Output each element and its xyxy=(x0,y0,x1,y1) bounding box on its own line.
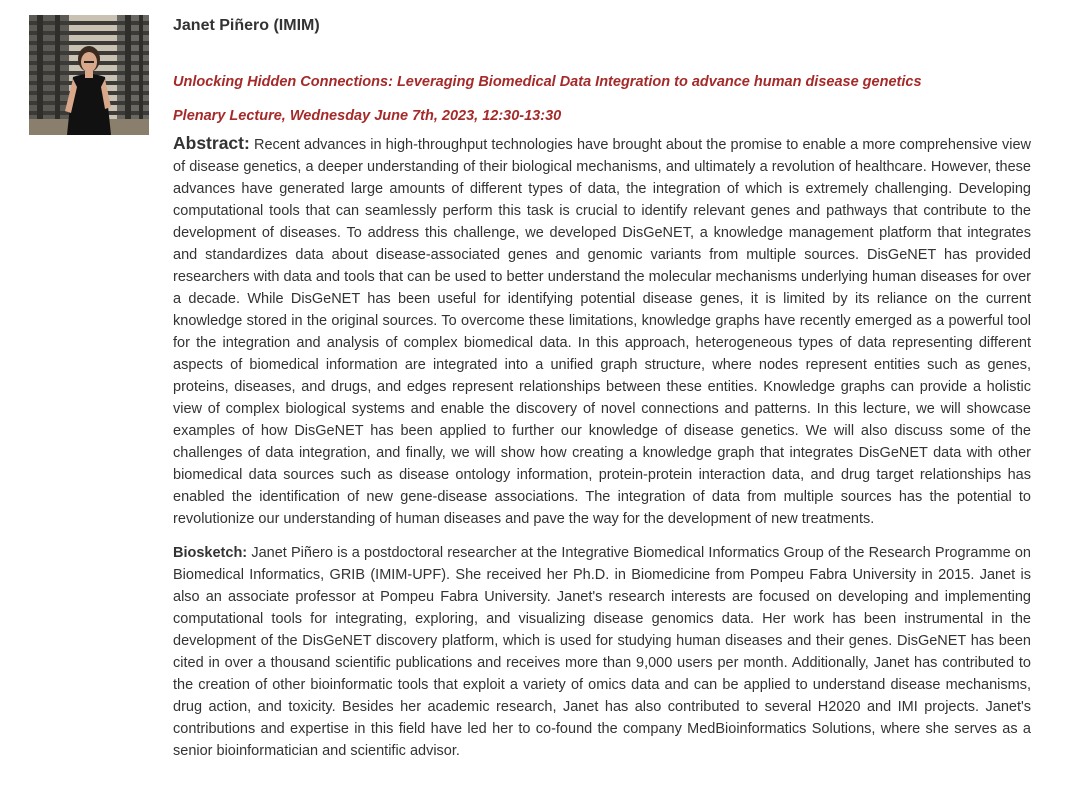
lecture-content xyxy=(173,15,1031,762)
speaker-photo xyxy=(29,15,149,135)
speaker-name: Janet Piñero (IMIM) xyxy=(173,17,320,34)
abstract-paragraph xyxy=(173,132,1031,530)
biosketch-label: Biosketch: xyxy=(173,545,248,561)
talk-session: Plenary Lecture, Wednesday June 7th, 2023, 12:30-13:30 xyxy=(173,108,562,124)
biosketch-text: Janet Piñero is a postdoctoral researcher at the Integrative Biomedical Informatics Group of the Research Programme on Biomedical Informatics, GRIB (IMIM-UPF). She received her Ph.D. in Biomedicine from Pompeu Fabra University in 2015. Janet is also an associate professor at Pompeu Fabra University. Janet's research interests are focused on developing and implementing computational tools for integrating, exploring, and visualizing disease genomics data. Her work has been instrumental in the development of the DisGeNET discovery platform, which is used for studying human diseases and their genes. DisGeNET has been cited in over a thousand scientific publications and receives more than 9,000 users per month. Additionally, Janet has contributed to the creation of other bioinformatic tools that exploit a variety of omics data and can be applied to understand disease mechanisms, drug action, and toxicity. Besides her academic research, Janet has also contributed to several H2020 and IMI projects. Janet's contributions and expertise in this field have led her to co-found the company MedBioinformatics Solutions, where she serves as a senior bioinformatician and scientific advisor. xyxy=(173,545,1031,759)
talk-title: Unlocking Hidden Connections: Leveraging Biomedical Data Integration to advance human disease genetics xyxy=(173,74,922,90)
abstract-label: Abstract: xyxy=(173,133,250,153)
biosketch-paragraph xyxy=(173,542,1031,762)
abstract-text: Recent advances in high-throughput technologies have brought about the promise to enable a more comprehensive view of disease genetics, a deeper understanding of their biological mechanisms, and ultimately a revolution of healthcare. However, these advances have generated large amounts of different types of data, the integration of which is extremely challenging. Developing computational tools that can seamlessly perform this task is crucial to identify relevant genes and pathways that contribute to the development of diseases. To address this challenge, we developed DisGeNET, a knowledge management platform that integrates and standardizes data about disease-associated genes and genomic variants from multiple sources. DisGeNET has provided researchers with data and tools that can be used to better understand the molecular mechanisms underlying human diseases for over a decade. While DisGeNET has been useful for identifying potential disease genes, it is limited by its reliance on the current knowledge stored in the original sources. To overcome these limitations, knowledge graphs have recently emerged as a powerful tool for the integration and analysis of complex biomedical data. In this approach, heterogeneous types of data representing different aspects of biomedical information are integrated into a unified graph structure, where nodes represent entities such as genes, proteins, diseases, and drugs, and edges represent relationships between these entities. Knowledge graphs can provide a holistic view of complex biological systems and enable the discovery of novel connections and patterns. In this lecture, we will showcase examples of how DisGeNET has been applied to further our knowledge of disease genetics. We will also discuss some of the challenges of data integration, and finally, we will show how creating a knowledge graph that integrates DisGeNET data with other biomedical data sources such as disease ontology information, protein-protein interaction data, and drug target relationships has enabled the identification of new gene-disease associations. The integration of data from multiple sources has the potential to revolutionize our understanding of human diseases and pave the way for the development of new treatments. xyxy=(173,137,1031,527)
